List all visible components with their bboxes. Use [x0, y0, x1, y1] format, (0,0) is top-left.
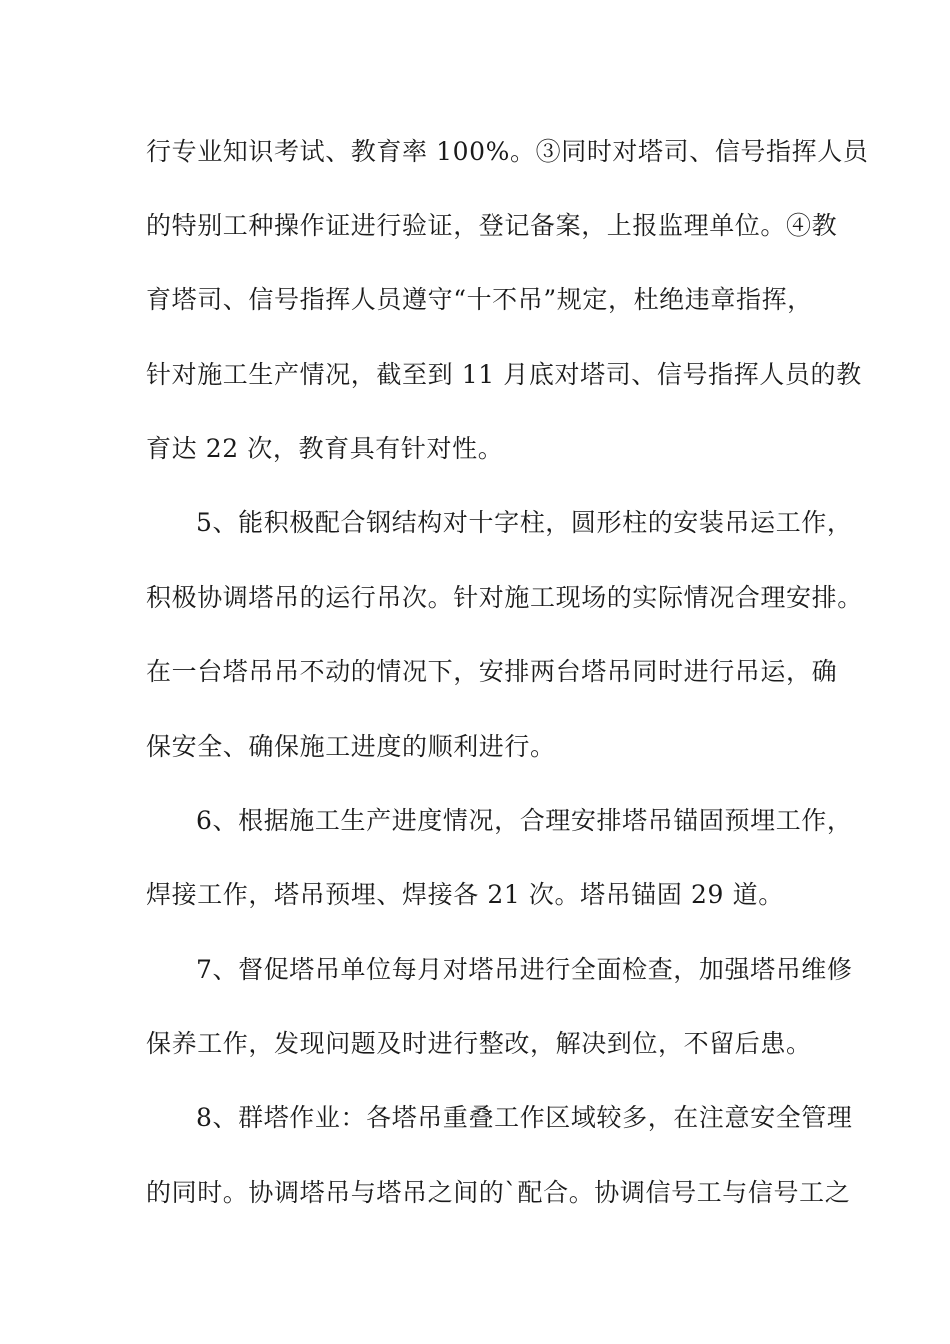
- paragraph-start-line: 7、督促塔吊单位每月对塔吊进行全面检查，加强塔吊维修: [196, 955, 853, 984]
- text-line: 在一台塔吊吊不动的情况下，安排两台塔吊同时进行吊运，确: [146, 657, 838, 686]
- text-line: 的同时。协调塔吊与塔吊之间的`配合。协调信号工与信号工之: [146, 1178, 851, 1207]
- text-line: 保养工作，发现问题及时进行整改，解决到位，不留后患。: [146, 1029, 812, 1058]
- text-line: 行专业知识考试、教育率 100%。③同时对塔司、信号指挥人员: [146, 137, 869, 166]
- paragraph-start-line: 6、根据施工生产进度情况，合理安排塔吊锚固预埋工作，: [196, 806, 853, 835]
- paragraph-start-line: 8、群塔作业：各塔吊重叠工作区域较多，在注意安全管理: [196, 1103, 853, 1132]
- text-line: 积极协调塔吊的运行吊次。针对施工现场的实际情况合理安排。: [146, 583, 863, 612]
- text-line: 育塔司、信号指挥人员遵守“十不吊”规定，杜绝违章指挥，: [146, 285, 813, 314]
- text-line: 针对施工生产情况，截至到 11 月底对塔司、信号指挥人员的教: [146, 360, 862, 389]
- text-line: 保安全、确保施工进度的顺利进行。: [146, 732, 556, 761]
- text-line: 的特别工种操作证进行验证，登记备案，上报监理单位。④教: [146, 211, 838, 240]
- paragraph-start-line: 5、能积极配合钢结构对十字柱，圆形柱的安装吊运工作，: [196, 508, 853, 537]
- text-line: 育达 22 次，教育具有针对性。: [146, 434, 504, 463]
- text-line: 焊接工作，塔吊预埋、焊接各 21 次。塔吊锚固 29 道。: [146, 880, 784, 909]
